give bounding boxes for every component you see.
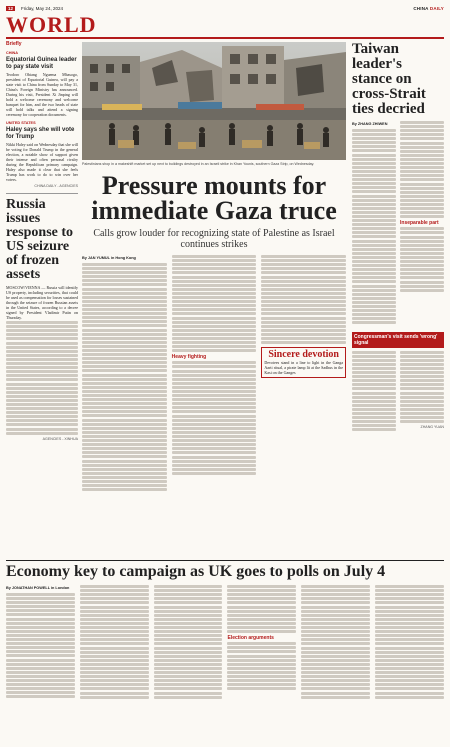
article-column	[227, 584, 296, 742]
brand-prefix: CHINA	[413, 5, 429, 11]
box-dateline: ZHANG YUAN	[420, 425, 444, 430]
article-column	[352, 120, 396, 326]
taiwan-byline: By ZHANG ZHIWEN	[352, 122, 388, 126]
masthead-logo	[413, 6, 444, 11]
brief-body: Nikki Haley said on Wednesday that she will be voting for Donald Trump in the general election, a notable show of support given their intense and often personal rivalry during the Republican primary campaign. Haley also made it clear that she feels Trump has work to do to win over her voters.	[6, 142, 78, 182]
article-column	[375, 584, 444, 742]
photo-illustration	[82, 42, 346, 160]
article-column	[6, 584, 75, 742]
congressman-box	[352, 348, 444, 433]
sincere-devotion-title[interactable]: Sincere devotion	[268, 349, 339, 361]
brief-headline[interactable]: Equatorial Guinea leader to pay state visit	[6, 57, 77, 70]
sincere-devotion-caption: Devotees stand in a line to light in the Ganga Aarti ritual, a pirate lamp lit at the Sadhus in the Kasi on the Ganges	[264, 360, 344, 376]
article-column	[82, 254, 167, 554]
box-column	[400, 350, 444, 433]
article-column	[154, 584, 223, 742]
brief-country: UNITED STATES	[6, 121, 36, 125]
article-column	[400, 120, 444, 326]
russia-body-filler	[6, 321, 78, 435]
article-column	[261, 254, 346, 554]
russia-dateline: AGENCIES - XINHUA	[42, 436, 78, 441]
uk-election-byline: By JONATHAN POWELL in London	[6, 586, 70, 590]
brief-item	[6, 51, 78, 117]
page-number: 12	[8, 5, 14, 11]
photo-caption: Palestinians shop in a makeshift market set up next to buildings destroyed in an Israeli strike in Khan Younis, southern Gaza Strip, on Wednesday.	[82, 162, 315, 166]
main-headline[interactable]: Pressure mounts for immediate Gaza truce	[91, 171, 337, 225]
section-divider	[6, 37, 444, 39]
taiwan-headline[interactable]: Taiwan leader's stance on cross-Strait ties decried	[352, 41, 426, 117]
right-column	[352, 42, 444, 432]
brand-suffix: DAILY	[429, 5, 444, 11]
brief-dateline: CHINA DAILY - AGENCIES	[34, 184, 78, 188]
brief-item	[6, 121, 78, 189]
brief-body: Teodoro Obiang Nguema Mbasogo, president of Equatorial Guinea, will pay a state visit to China from Sunday to May 31, China's Foreign Ministry has announced. During his visit, President Xi Jinping will hold a welcome ceremony and welcome banquet for him, and the two heads of state will hold talks and attend a signing ceremony for cooperation documents.	[6, 72, 78, 117]
main-subhead: Calls grow louder for recognizing state of Palestine as Israel continues strikes	[93, 228, 335, 250]
article-byline: By JAN YUMUL in Hong Kong	[82, 256, 136, 260]
subsection-heading: Election arguments	[227, 635, 274, 642]
article-column	[80, 584, 149, 742]
uk-election-headline[interactable]: Economy key to campaign as UK goes to polls on July 4	[6, 563, 386, 580]
box-column	[352, 350, 396, 433]
taiwan-article	[352, 120, 444, 326]
russia-headline[interactable]: Russia issues response to US seizure of frozen assets	[6, 197, 74, 282]
subsection-heading: Heavy fighting	[171, 354, 207, 361]
sincere-devotion-box	[261, 347, 346, 378]
uk-election-article	[6, 584, 444, 742]
section-title: WORLD	[6, 12, 97, 37]
congressman-box-title[interactable]: Congressman's visit sends 'wrong' signal	[352, 332, 444, 348]
article-column	[172, 254, 257, 554]
brief-country: CHINA	[6, 51, 19, 55]
divider	[6, 193, 78, 194]
subsection-heading: Inseparable part	[400, 220, 439, 227]
page-date: Friday, May 24, 2024	[21, 5, 63, 11]
bottom-divider	[6, 560, 444, 561]
gaza-market-photo	[82, 42, 346, 160]
briefly-kicker: Briefly	[6, 41, 22, 47]
russia-body: MOSCOW/VIENNA — Russia will identify US property, including securities, that could be used as compensation for losses sustained through the seizure of frozen Russian assets in the United States, according to a decree signed by President Vladimir Putin on Thursday.	[6, 285, 78, 320]
briefly-column	[6, 42, 78, 442]
article-column	[301, 584, 370, 742]
brief-headline[interactable]: Haley says she will vote for Trump	[6, 127, 75, 140]
main-article	[82, 254, 346, 554]
